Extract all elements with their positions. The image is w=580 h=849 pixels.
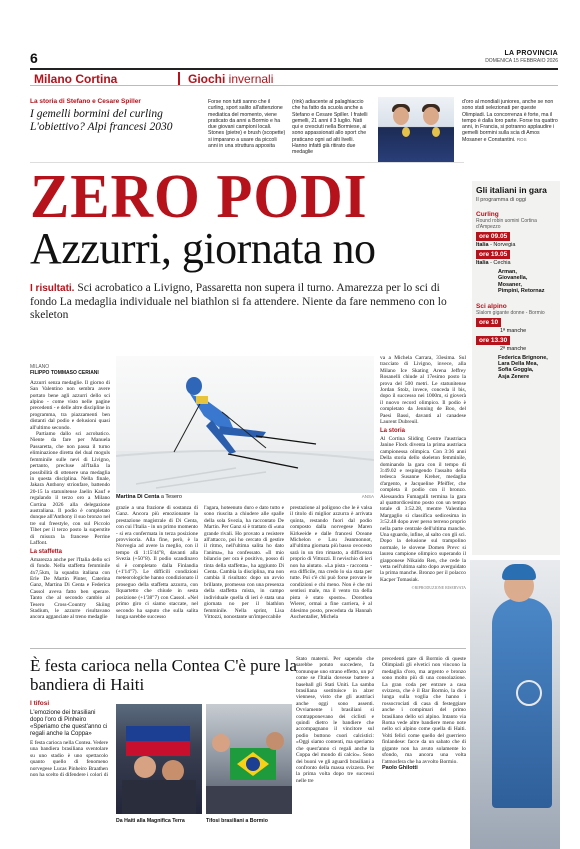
caption-name: Martina Di Centa <box>116 494 160 500</box>
crowd <box>206 786 292 814</box>
article-column-2: grazie a una frazione di sostanza di Ganz. Ancora più emozionante la prestazione magistrale di Di Centa, con cui l'Italia - in un primo momento - si era confermata in terza posizione provvisoria. Alla fine, però, è la Norvegia ad avere la meglio, con il tempo di 1:15'44"8, davanti alla Svezia (+50"8). Il podio scandinavo si è completato dalla Finlandia (+1'14"7). Le difficili condizioni meteorologiche hanno condizionato il proseguo della staffetta azzurra, con Ilquartetto che chiude in sesta posizione (+1'38"7) con Cassol. «Nel primo giro ci siamo staccate, nel secondo ha saputo che sulla salita lunga sarebbe successo <box>116 505 198 620</box>
sidebar-title: Gli italiani in gara <box>476 185 547 195</box>
event-time: ore 13.30 <box>476 336 510 345</box>
article-column-4: prestazione al poligono che le è valsa il titolo di miglior azzurra è arrivata quinta, restando fuori dal podio composto dalla norvegese Maren Kirkeeide e dalle francesi Oceane Michelon e Lou Jeanmonnot, all'ultima giornata più basso ovocesto sarà in un tiro rimasto, a difficenza proprio di Vittozzi. Il nevischio di ieri non ha aiutato. «La pista - racconta - era difficile, ma credo lo sia stata per tutte. Poi c'è chi può forse provare le condizioni e chi meno. Non è che mi sentissi male, ma il vento tra della pista è stato sposto». Dorothea Wierer, ormai a fine carriera, è al 44esimo posto, preceduta da Hannah Auchentaller, Michela <box>290 505 372 620</box>
masthead <box>485 50 558 64</box>
section-right-rest: invernali <box>225 72 274 86</box>
medal-icon <box>432 127 440 137</box>
flag-brazil-icon <box>230 748 276 780</box>
ski-event-1 <box>476 318 560 327</box>
publication-name: LA PROVINCIA <box>504 50 558 57</box>
section-bar <box>30 68 558 86</box>
bottom-column-2: Stato materni. Per sapendo che sarebbe potuto succedere, fa comunque uno strano effetto, un po' come se l'Italia dovesse battere a baseball gli Stati Uniti. La samba brasiliana sostituisce in alzer viennese, visto che gli austriaci anche oggi sono assenti. Ovviamente i brasiliani si contrapponevano dei ciclisti e quindi dietro le bandiere che accompagnano il vincitore sul podio buttono cuori calcistici: «Oggi siamo contenti, ma speriamo che quest'anno ci regali anche la Coppa del mondo di calcio». Sono dei buoni ve gli aguardi brasiliani a confronto della massa svizzera. Per la prima volta dopo tre successi nelle tre <box>296 656 374 784</box>
article-paragraph: va a Michela Carrara, 33esima. Sul tracciato di Livigno, invece, alla Milano Ice Skating Arena Jeffrey Rosanelli chiude al 17esimo posto la prova del 500 metri. Le statunitense Jordan Stolz, invece, conceda il bis, dopo il successo nei 1000m, si gioverà il nuovo record olimpico. Il podio è completato da Jenning de Boo, del Paesi Bassi, davanti al canadese Laurent Dubreuil. <box>380 355 466 426</box>
skier-illustration <box>116 356 374 493</box>
bottom-headline: È festa carioca nella Contea C'è pure la bandiera di Haiti <box>30 656 297 694</box>
section-left: Milano Cortina <box>34 72 118 86</box>
skier-photo <box>116 356 374 493</box>
player-name: Pimpini, Retornaz <box>498 288 545 295</box>
brazil-fans-photo <box>206 704 292 814</box>
page-number: 6 <box>30 50 38 66</box>
fan-clothing <box>122 780 196 814</box>
article-paragraph: Azzurri senza medaglie. Il giorno di San Valentino non sembra avere portato bene agli azzurri dello sci alpino - come visto nelle pagine precedenti - e delle altre discipline in programma, tra piazzamenti ben distanti dal podio e delusioni quasi all'ultimo secondo. <box>30 379 110 431</box>
twin-left-face <box>393 107 409 125</box>
teaser-column-3 <box>462 99 558 143</box>
athlete-beanie <box>502 564 536 580</box>
fan-face <box>162 760 184 782</box>
copyright-notice: ©RIPRODUZIONE RISERVATA <box>411 585 466 591</box>
player-name: Giovanella, <box>498 275 528 282</box>
event-time: ore 10 <box>476 318 501 327</box>
teaser-title: I gemelli bormini del curling L'obiettivo? Alpi francesi 2030 <box>30 108 173 133</box>
teaser-column-2: (rink) adiacente al palaghiaccio che ha fatto da scuola anche a Stefano e Cesare Spiller. I fratelli gemelli, 21 anni il 3 luglio. Nati qui e cresciuti nella Bormiese, ai sono appassionati allo sport che praticano ogni ad alti livelli. Hanno infatti già ritirato due medaglie <box>292 99 368 156</box>
section-separator <box>178 72 180 85</box>
article-column-5 <box>380 355 466 641</box>
ski-event-2 <box>476 336 560 345</box>
article-paragraph: Amarezza anche per l'Italia dello sci di fondo. Nella staffetta femminile 4x7,5km, la squadra italiana con Erle De Martin Pinter, Caterina Ganz, Martina Di Centa e Federica Cassol aveva fatto ben sperare. Tanto che al secondo cambio al Tesero Cross-Country Skiing Stadium, le azzurre risultavano ancora agganciate al treno medaglie <box>30 556 110 621</box>
twins-photo <box>378 97 454 163</box>
event-time: ore 19.05 <box>476 250 510 259</box>
player-name: Lara Della Mea, <box>498 361 539 368</box>
bottom-kicker: I tifosi <box>30 700 50 707</box>
fan-face <box>134 756 156 778</box>
section-right-bold: Giochi <box>188 72 226 86</box>
curling-match-2 <box>476 260 560 266</box>
article-paragraph: Al Cortina Sliding Centre l'austriaca Janine Flock diventa la prima austriaca campionessa olimpica. Con 3:36 anni Della storia dello skeleton femminile, dominando la gara con il tempo di 3:49.02 e respingendo l'assalto della tedesca Susanne Kreher, medaglia d'argento, e Jacqueline Pfeiffer, che completa il podio con il bronzo. Alessandra Fumagalli termina la gara al quattordicesimo posto con un tempo totale di 3:52.28, mentre Valentina Margaglio si classifica sedicesima in 3:52.48 dopo aver perso terreno proprio nella parte centrale dell'ultima manche. Una sguardo, infine, al salto con gli sci. Dopo la delusione sul trampolino normale, le slovene Domen Prevc si laurea campione olimpico superando il giapponese Nikaido Ren, che cede la vetta nell'ultima salto dopo averguidato la prima manche. Bronzo per il polacco Kacper Tomasiak. <box>380 435 466 583</box>
player-name: Asja Zenere <box>498 373 530 380</box>
player-name: Mosaner, <box>498 281 522 288</box>
article-paragraph: precedenti gare di Bormio di queste Olimpiadi gli elvetici non vincono la medaglia d'oro, ma argento e bronzo sono molto più di una consolazione. La gran coda per entrare a casa svizzera, che è il Bar Bormio, la dice lunga sulla voglia che hanno i rossocrociati di casa di festeggiare anche i compimari del primo brasiliano dello sci alpino. Intanto via Roma vede altre bandiere meno note nello sci alpino come quella di Haiti. Volti felici come quello del guerriero finlandese: facce da un sabato che di gigante non ha avuto solamente lo sfondo, ma ancora una volta l'atmosfera che ha avvolto Bormio. <box>382 656 466 765</box>
curling-match-1 <box>476 242 560 248</box>
haiti-fans-photo <box>116 704 202 814</box>
headline-lead <box>30 282 466 323</box>
main-headline: ZERO PODI <box>30 163 368 231</box>
ski-run-1: 1ª manche <box>500 327 527 334</box>
match-team: Italia <box>476 242 489 248</box>
athlete-photo <box>470 560 560 849</box>
player-name: Federica Brignone, <box>498 354 548 361</box>
teaser-signature: ROS <box>516 136 527 142</box>
bottom-rule <box>30 648 466 649</box>
curling-note: Round robin uomini Cortina d'Ampezzo <box>476 218 537 230</box>
bottom-column-3 <box>382 656 466 846</box>
sidebar-subtitle: Il programma di oggi <box>476 197 527 203</box>
match-opponent: - Norvegia <box>488 242 516 248</box>
match-opponent: - Cechia <box>488 260 511 266</box>
author-name: FILIPPO TOMMASO CERIANI <box>30 370 99 377</box>
ski-run-2: 2ª manche <box>500 345 527 352</box>
teaser-column-1: Forse non tutti sanno che il curling, sport salito all'attenzione mediatica del momento, viene praticato da anni a Bormio e ha due giovani campioni locali. Stones (pietre) e brush (scopette) si imparano a usare da piccoli anni in una struttura apposita <box>208 99 286 150</box>
sport-ski: Sci alpino <box>476 302 507 310</box>
article-paragraph: Partiamo dallo sci acrobatico. Niente da fare per Manuela Passaretta, che non passa il turno eliminazione diretta del dual moguls femminile sulle nevi di Livigno, pertanto, precluse all'Italia la possibilità di ottenere una medaglia in questa disciplina. Nella finale, Jakara Anthony strionfare, battendo 20-15 la statunitense Jaelin Kauf e regalando il terzo oro a Milano Cortina 2026 alla delegazione australiana. Il podio è completato dunque all'Anthony il suo bronzo nel tre sul freestyle, con sul Piccolo Tibet per il terzo posto la superstite di misura la francese Perrine Laffont. <box>30 431 110 546</box>
caption-text: a Tesero <box>159 494 182 500</box>
sub-headline: Azzurri, giornata no <box>30 224 376 273</box>
section-right <box>188 72 273 86</box>
photo-caption: Tifosi brasiliani a Bormio <box>206 818 268 824</box>
photo-caption <box>116 494 182 500</box>
bottom-intro: L'emozione dei brasiliani dopo l'oro di Pinheiro «Speriamo che quest'anno ci regali anche la Coppa» <box>30 710 108 737</box>
fan-face <box>212 734 230 752</box>
flag-haiti-icon <box>126 726 190 756</box>
curling-event-1 <box>476 232 560 241</box>
medal-icon <box>402 127 410 137</box>
photo-caption: Da Haiti alla Magnifica Terra <box>116 818 185 824</box>
player-name: Arman, <box>498 269 517 275</box>
player-name: Sofia Goggia, <box>498 367 534 374</box>
ski-note: Slalom gigante donne - Bormio <box>476 309 545 316</box>
schedule-sidebar <box>472 181 560 555</box>
teaser-column-3-text: d'oro al mondiali juniores, anche se non sono stati selezionati per queste Olimpiadi. La concorrenza è forte, ma il tempo è dalla loro parte. Forse tra quattro anni, in Francia, si potranno applaudire i gemelli bormini sulla scia di Amos Mosaner e Constantini. <box>462 99 558 143</box>
article-column-1 <box>30 364 110 640</box>
ski-players <box>476 355 560 381</box>
lead-label: I risultati. <box>30 283 75 294</box>
match-team: Italia <box>476 260 489 266</box>
olympic-ring-icon <box>516 680 542 706</box>
author-signature: Paolo Ghilotti <box>382 764 418 771</box>
fan-face <box>266 732 284 750</box>
sport-curling: Curling <box>476 211 499 218</box>
photo-credit: ANSA <box>361 494 374 499</box>
article-column-3: l'agara, hoteenuto duro e dato tutto e sono riuscita a chiudere alle spalle della sola Svezia, ha raccontato De Martin. Per Ganz si è trattato di «una grande rivali. Ho provato a resistere all'attacco, poi ho cercato di gestire il ritmo, nell'ultima salita ho dato l'anima», ha confessato. «Il mio bilancio per ora è positivo, posso di tinta della staffetta», ha aggiunto Di Centa. Cambia la disciplina, ma non cambia il risultato: dopo un avvio brillante, promesso con una presenza della staffetta mista, in campo individuale quella di ieri è stata una giornata no per il biathlon femminile. Nella sprint, Lisa Vittozzi, nonostante un'impeccabile <box>204 505 284 620</box>
curling-players <box>476 269 560 295</box>
publication-date: DOMENICA 15 FEBBRAIO 2026 <box>485 58 558 64</box>
article-subhead: La storia <box>380 428 406 435</box>
author <box>30 370 110 376</box>
teaser-kicker: La storia di Stefano e Cesare Spiller <box>30 98 141 105</box>
bottom-column-1: È festa carioca nella Contea. Vedere una bandiera brasiliana sventolare su uno stadio è uno spettacolo quanto quello di fenomeno norvegese Lucas Pinheiro Braathen non ha scelto di difendere i colori di <box>30 740 108 779</box>
twin-right-face <box>423 107 439 125</box>
curling-event-2 <box>476 250 560 259</box>
event-time: ore 09.05 <box>476 232 510 241</box>
article-subhead: La staffetta <box>30 549 63 556</box>
dateline: MILANO <box>30 364 50 370</box>
lead-text: Sci acrobatico a Livigno, Passaretta non supera il turno. Amarezza per lo sci di fondo La medaglia individuale nel biathlon si fa attendere. Niente da fare nemmeno con lo skeleton <box>30 282 447 321</box>
